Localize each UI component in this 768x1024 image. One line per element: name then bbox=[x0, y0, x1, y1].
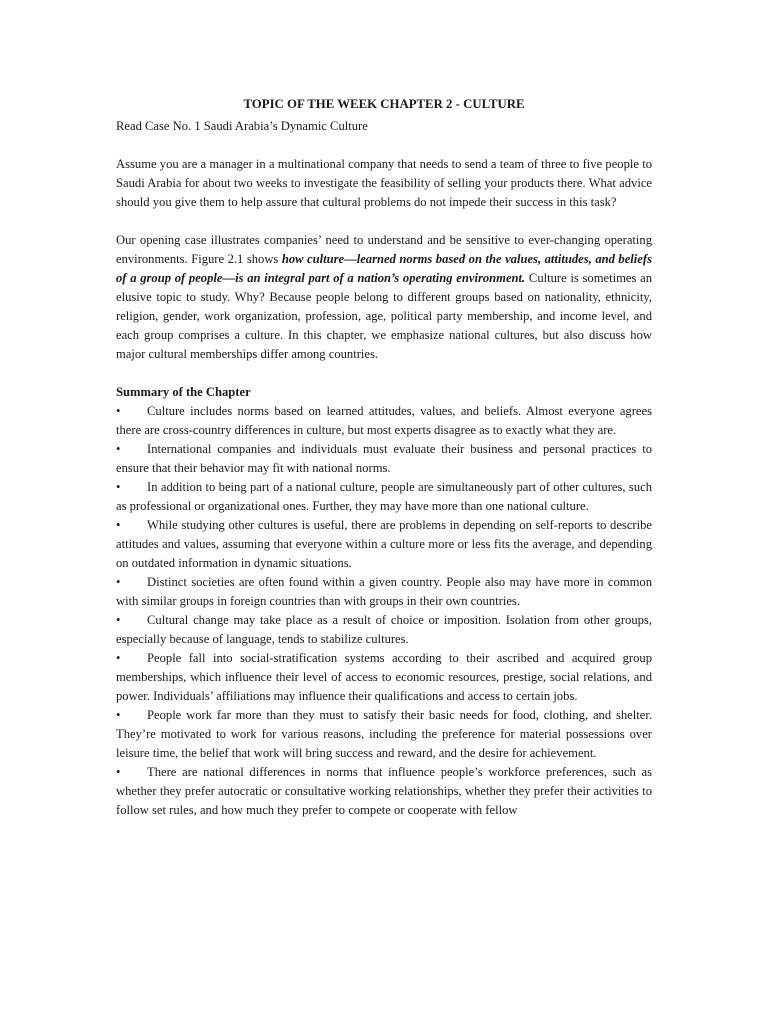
bullet-text: International companies and individuals must evaluate their business and personal practices to ensure that their behavior may fit with national norms. bbox=[116, 442, 652, 475]
bullet-text: There are national differences in norms that influence people’s workforce preferences, such as whether they prefer autocratic or consultative working relationships, whether they prefer their activities to follow set rules, and how much they prefer to compete or cooperate with fellow bbox=[116, 765, 652, 817]
bullet-marker: • bbox=[116, 518, 121, 532]
summary-bullet-1 bbox=[116, 402, 652, 440]
opening-text-part1: Our opening case illustrates companies’ need to understand and be sensitive to ever-changing operating environments. Figure 2.1 shows bbox=[116, 233, 652, 266]
opening-paragraph bbox=[116, 231, 652, 364]
summary-bullet-7 bbox=[116, 649, 652, 706]
bullet-marker: • bbox=[116, 708, 121, 722]
bullet-text: Culture includes norms based on learned attitudes, values, and beliefs. Almost everyone agrees there are cross-country differences in culture, but most experts disagree as to exactly what they are. bbox=[116, 404, 652, 437]
summary-heading: Summary of the Chapter bbox=[116, 385, 251, 399]
summary-bullet-8 bbox=[116, 706, 652, 763]
bullet-text: Distinct societies are often found within a given country. People also may have more in common with similar groups in foreign countries than with groups in their own countries. bbox=[116, 575, 652, 608]
bullet-text: People work far more than they must to satisfy their basic needs for food, clothing, and shelter. They’re motivated to work for various reasons, including the preference for material possessions over leisure time, the belief that work will bring success and reward, and the desire for achievement. bbox=[116, 708, 652, 760]
document-body bbox=[116, 95, 652, 820]
opening-emphasis: how culture—learned norms based on the values, attitudes, and beliefs of a group of people—is an integral part of a nation’s operating environment. bbox=[116, 252, 652, 285]
bullet-marker: • bbox=[116, 765, 121, 779]
bullet-marker: • bbox=[116, 575, 121, 589]
bullet-marker: • bbox=[116, 613, 121, 627]
bullet-marker: • bbox=[116, 442, 121, 456]
document-title: TOPIC OF THE WEEK CHAPTER 2 - CULTURE bbox=[243, 97, 525, 111]
summary-bullet-6 bbox=[116, 611, 652, 649]
summary-bullet-4 bbox=[116, 516, 652, 573]
summary-bullet-2 bbox=[116, 440, 652, 478]
summary-bullet-9 bbox=[116, 763, 652, 820]
document-subtitle: Read Case No. 1 Saudi Arabia’s Dynamic Culture bbox=[116, 119, 368, 133]
summary-bullet-5 bbox=[116, 573, 652, 611]
opening-text-part2: Culture is sometimes an elusive topic to study. Why? Because people belong to different groups based on nationality, ethnicity, religion, gender, work organization, profession, age, political party membership, and income level, and each group comprises a culture. In this chapter, we emphasize national cultures, but also discuss how major cultural memberships differ among countries. bbox=[116, 271, 652, 361]
bullet-marker: • bbox=[116, 651, 121, 665]
bullet-text: Cultural change may take place as a result of choice or imposition. Isolation from other groups, especially because of language, tends to stabilize cultures. bbox=[116, 613, 652, 646]
summary-bullet-3 bbox=[116, 478, 652, 516]
bullet-text: In addition to being part of a national culture, people are simultaneously part of other cultures, such as professional or organizational ones. Further, they may have more than one national culture. bbox=[116, 480, 652, 513]
bullet-text: People fall into social-stratification systems according to their ascribed and acquired group memberships, which influence their level of access to economic resources, prestige, social relations, and power. Individuals’ affiliations may influence their qualifications and access to certain jobs. bbox=[116, 651, 652, 703]
intro-paragraph: Assume you are a manager in a multinational company that needs to send a team of three to five people to Saudi Arabia for about two weeks to investigate the feasibility of selling your products there. What advice should you give them to help assure that cultural problems do not impede their success in this task? bbox=[116, 157, 652, 209]
bullet-text: While studying other cultures is useful, there are problems in depending on self-reports to describe attitudes and values, assuming that everyone within a culture more or less fits the average, and depending on outdated information in dynamic situations. bbox=[116, 518, 652, 570]
bullet-marker: • bbox=[116, 480, 121, 494]
bullet-marker: • bbox=[116, 404, 121, 418]
